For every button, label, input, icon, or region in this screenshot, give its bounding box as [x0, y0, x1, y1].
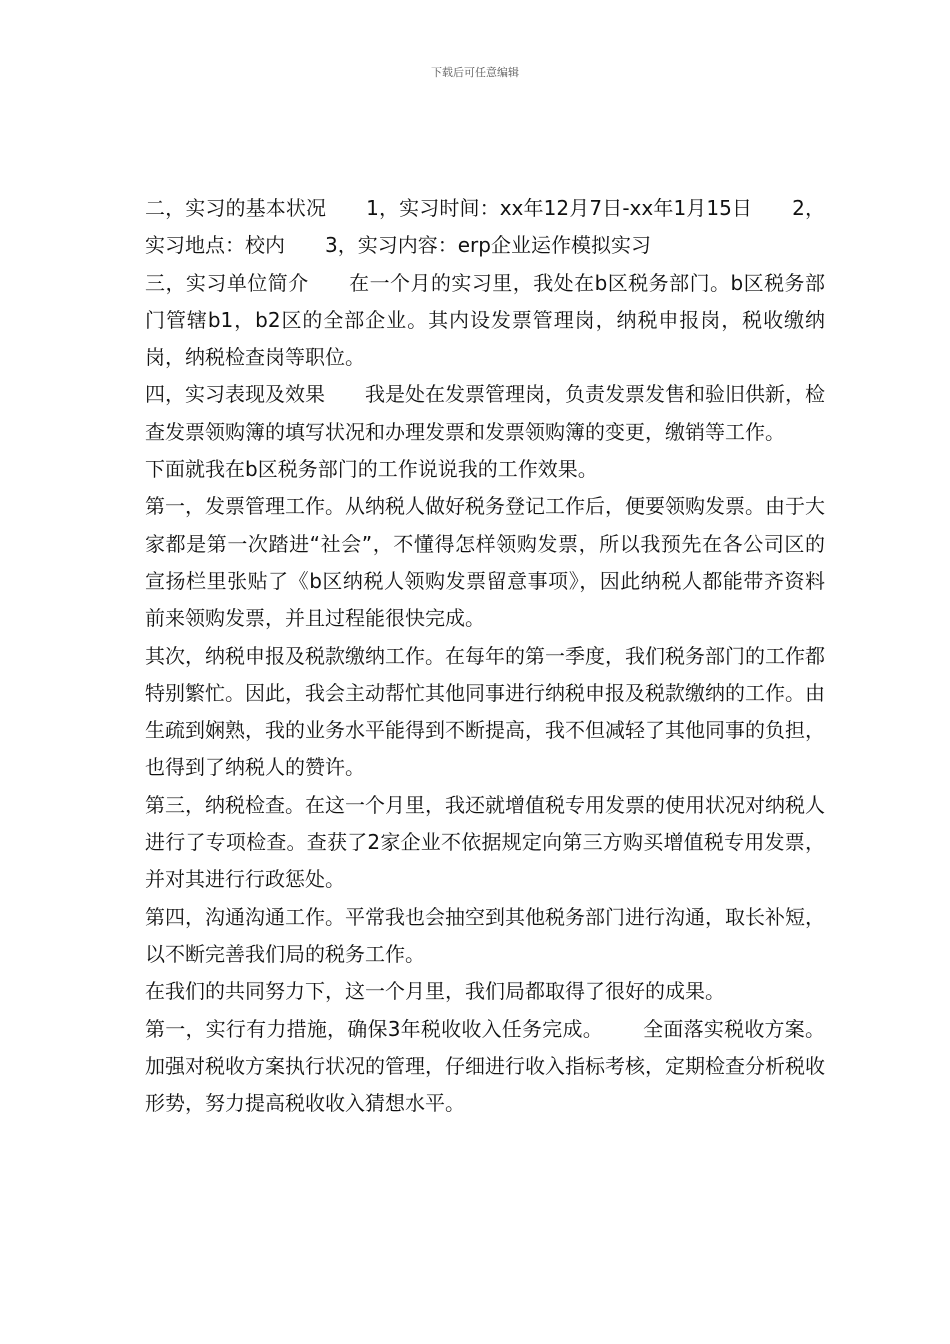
document-body: [145, 190, 825, 1122]
paragraph-text: 我是处在发票管理岗，负责发票发售和验旧供新，检查发票领购簿的填写状况和办理发票和发票领购簿的变更，缴销等工作。: [145, 382, 825, 444]
paragraph-text: 全面落实税收方案。加强对税收方案执行状况的管理，仔细进行收入指标考核，定期检查分析税收形势，努力提高税收收入猜想水平。: [145, 1016, 825, 1116]
paragraph-tax-filing: [145, 638, 825, 787]
paragraph-unit-intro: [145, 265, 825, 377]
paragraph-text: 在一个月的实习里，我处在b区税务部门。b区税务部门管辖b1，b2区的全部企业。其内设发票管理岗，纳税申报岗，税收缴纳岗，纳税检查岗等职位。: [145, 270, 826, 370]
internship-location: 2，实习地点：校内: [145, 196, 825, 258]
page-header-note: 下载后可任意编辑: [431, 66, 519, 79]
section-heading: 二，实习的基本状况: [145, 196, 327, 220]
section-heading: 四，实习表现及效果: [145, 382, 325, 407]
paragraph-basic-situation: [145, 190, 825, 265]
paragraph-text: 第三，纳税检查。在这一个月里，我还就增值税专用发票的使用状况对纳税人进行了专项检查。查获了2家企业不依据规定向第三方购买增值税专用发票，并对其进行行政惩处。: [145, 792, 825, 892]
internship-time: 1，实习时间：xx年12月7日-xx年1月15日: [366, 196, 753, 220]
paragraph-text: 第四，沟通沟通工作。平常我也会抽空到其他税务部门进行沟通，取长补短，以不断完善我们局的税务工作。: [145, 904, 825, 966]
paragraph-communication: [145, 899, 825, 974]
paragraph-text: 在我们的共同努力下，这一个月里，我们局都取得了很好的成果。: [145, 979, 725, 1004]
paragraph-invoice-management: [145, 488, 825, 637]
paragraph-tax-inspection: [145, 787, 825, 899]
paragraph-performance: [145, 376, 825, 488]
paragraph-text: 第一，实行有力措施，确保3年税收收入任务完成。: [145, 1016, 603, 1041]
paragraph-text: 下面就我在b区税务部门的工作说说我的工作效果。: [145, 457, 598, 482]
paragraph-measures: [145, 1011, 825, 1123]
internship-content: 3，实习内容：erp企业运作模拟实习: [325, 233, 651, 258]
paragraph-text: 其次，纳税申报及税款缴纳工作。在每年的第一季度，我们税务部门的工作都特别繁忙。因此，我会主动帮忙其他同事进行纳税申报及税款缴纳的工作。由生疏到娴熟，我的业务水平能得到不断提高，我不但减轻了其他同事的负担，也得到了纳税人的赞许。: [145, 643, 825, 780]
paragraph-text: 第一，发票管理工作。从纳税人做好税务登记工作后，便要领购发票。由于大家都是第一次踏进“社会”，不懂得怎样领购发票，所以我预先在各公司区的宣扬栏里张贴了《b区纳税人领购发票留意事项》，因此纳税人都能带齐资料前来领购发票，并且过程能很快完成。: [145, 494, 825, 631]
paragraph-results: [145, 973, 825, 1010]
section-heading: 三，实习单位简介: [145, 270, 309, 295]
